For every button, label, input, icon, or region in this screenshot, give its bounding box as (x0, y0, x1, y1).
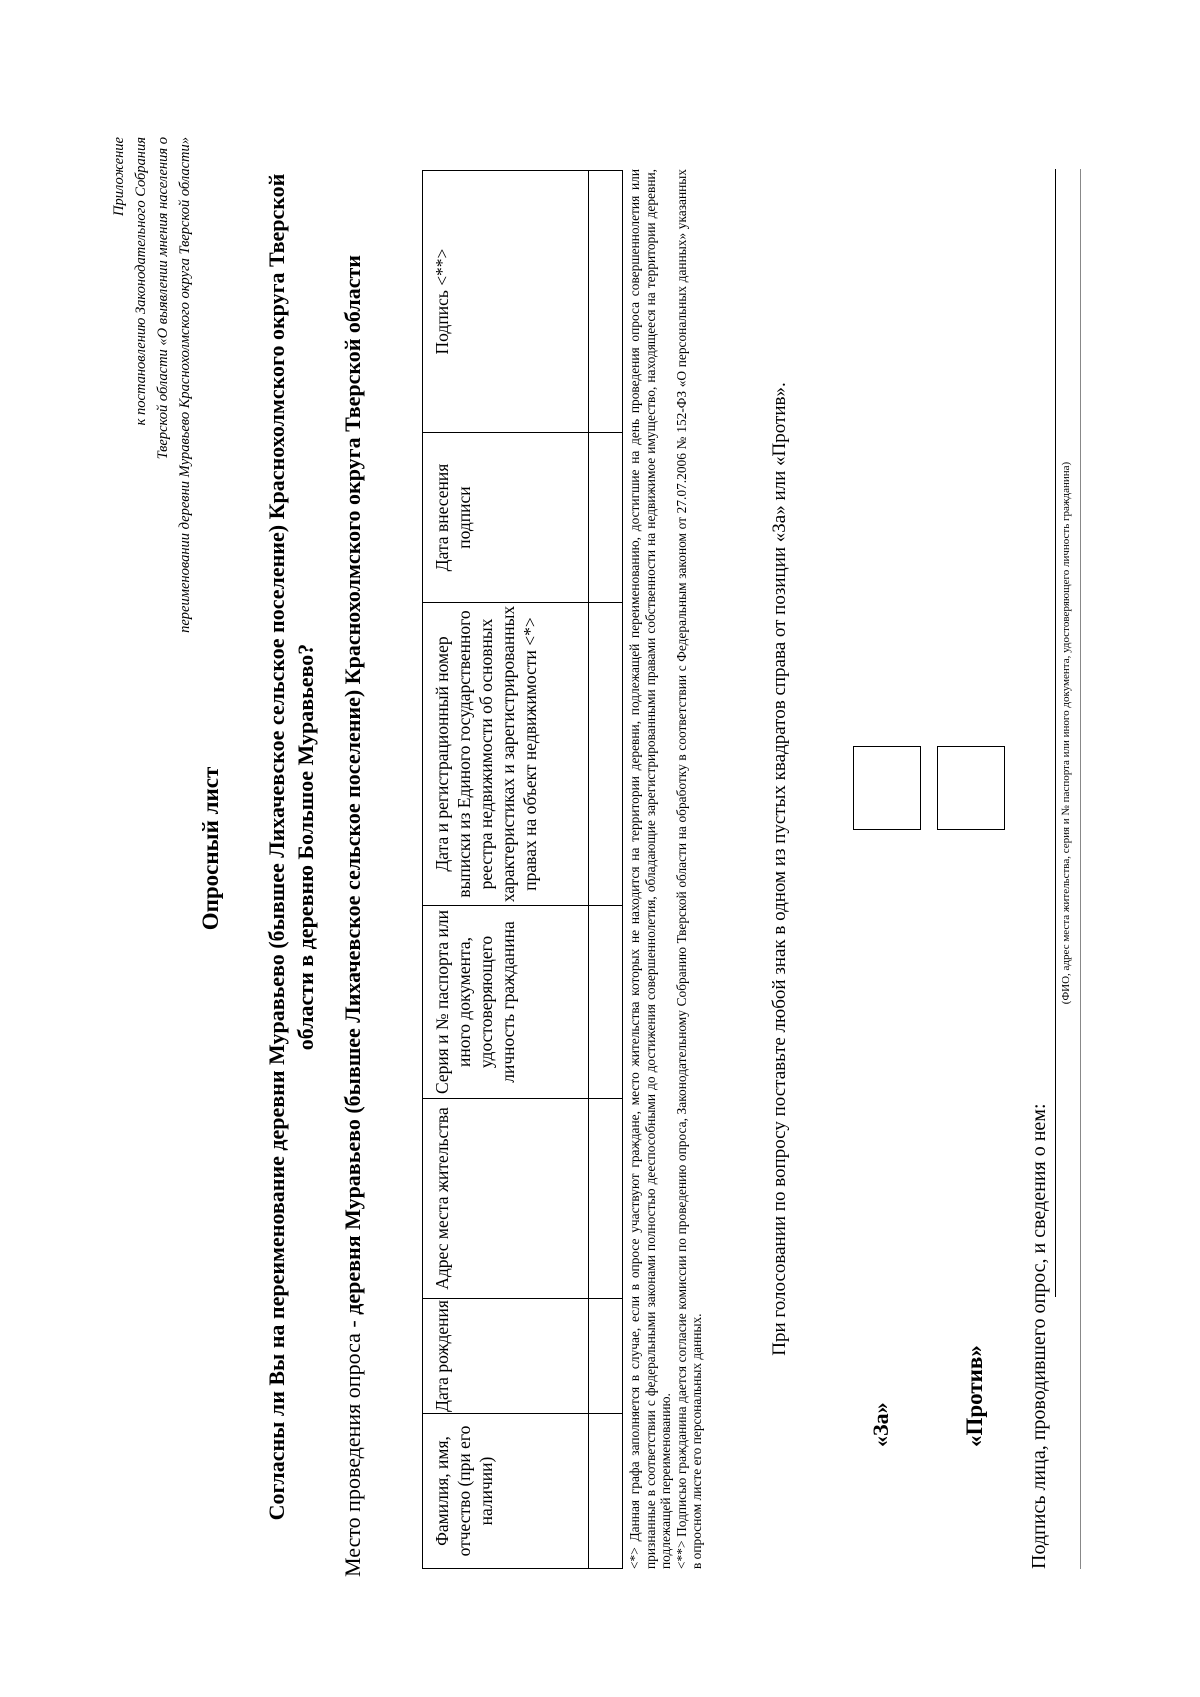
table-cell[interactable] (589, 433, 623, 603)
vote-instruction: При голосовании по вопросу поставьте любой знак в одном из пустых квадратов справа от позиции «За» или «Против». (769, 382, 790, 1356)
location-label: Место проведения опроса - (340, 1314, 365, 1577)
location-value: деревня Муравьево (бывшее Лихачевское сельское поселение) Краснохолмского округа Тверской области (340, 255, 365, 1315)
table-row (589, 171, 623, 1569)
appendix-line: Приложение (111, 137, 127, 216)
appendix-line: переименовании деревни Муравьево Краснохолмского округа Тверской области» (177, 137, 193, 633)
appendix-line: к постановлению Законодательного Собрания (133, 137, 149, 426)
surveyor-signature-label: Подпись лица, проводившего опрос, и сведения о нем: (1028, 1103, 1050, 1569)
footnote-1: <*> Данная графа заполняется в случае, если в опросе участвуют граждане, место жительства которых не находится на территории деревни, подлежащей переименованию, достигшие на день проведения опроса совершеннолетия или признанные в соответствии с федеральными законами полностью дееспособными до достижения совершеннолетия, обладающие зарегистрированными правами собственности на недвижимое имущество, находящееся на территории деревни, подлежащей переименованию. (627, 169, 673, 1569)
survey-table (422, 170, 623, 1569)
header-passport: Серия и № паспорта или иного документа, удостоверяющего личность гражданина (423, 906, 589, 1099)
surveyor-signature-line[interactable] (1055, 169, 1056, 1297)
header-signature-date: Дата внесения подписи (423, 433, 589, 603)
option-protiv-checkbox[interactable] (937, 746, 1005, 830)
header-registry-extract: Дата и регистрационный номер выписки из Единого государственного реестра недвижимости об основных характеристиках и зарегистрированных правах на объект недвижимости <*> (423, 603, 589, 906)
form-title: Опросный лист (198, 766, 223, 931)
table-cell[interactable] (589, 171, 623, 433)
appendix-line: Тверской области «О выявлении мнения населения о (155, 137, 171, 460)
survey-location (338, 167, 367, 1577)
option-za-checkbox[interactable] (853, 746, 921, 830)
appendix-header (108, 137, 196, 697)
bottom-divider (1080, 169, 1081, 1569)
table-cell[interactable] (589, 1299, 623, 1414)
footnotes (627, 169, 705, 1569)
option-protiv-label: «Против» (962, 1345, 987, 1447)
table-header-row (423, 171, 589, 1569)
option-za-label: «За» (868, 1402, 893, 1447)
table-cell[interactable] (589, 603, 623, 906)
surveyor-signature-hint: (ФИО, адрес места жительства, серия и № паспорта или иного документа, удостоверяющего личность гражданина) (1060, 461, 1072, 1005)
table-cell[interactable] (589, 1414, 623, 1569)
survey-question: Согласны ли Вы на переименование деревни Муравьево (бывшее Лихачевское сельское поселение) Краснохолмского округа Тверской области в деревню Большое Муравьево? (264, 173, 318, 1521)
header-address: Адрес места жительства (423, 1099, 589, 1299)
footnote-2: <**> Подписью гражданина дается согласие комиссии по проведению опроса, Законодательному Собранию Тверской области на обработку в соответствии с Федеральным законом от 27.07.2006 № 152-ФЗ «О персональных данных» указанных в опросном листе его персональных данных. (673, 169, 704, 1569)
table-cell[interactable] (589, 906, 623, 1099)
header-birth-date: Дата рождения (423, 1299, 589, 1414)
header-full-name: Фамилия, имя, отчество (при его наличии) (423, 1414, 589, 1569)
table-cell[interactable] (589, 1099, 623, 1299)
header-signature: Подпись <**> (423, 171, 589, 433)
